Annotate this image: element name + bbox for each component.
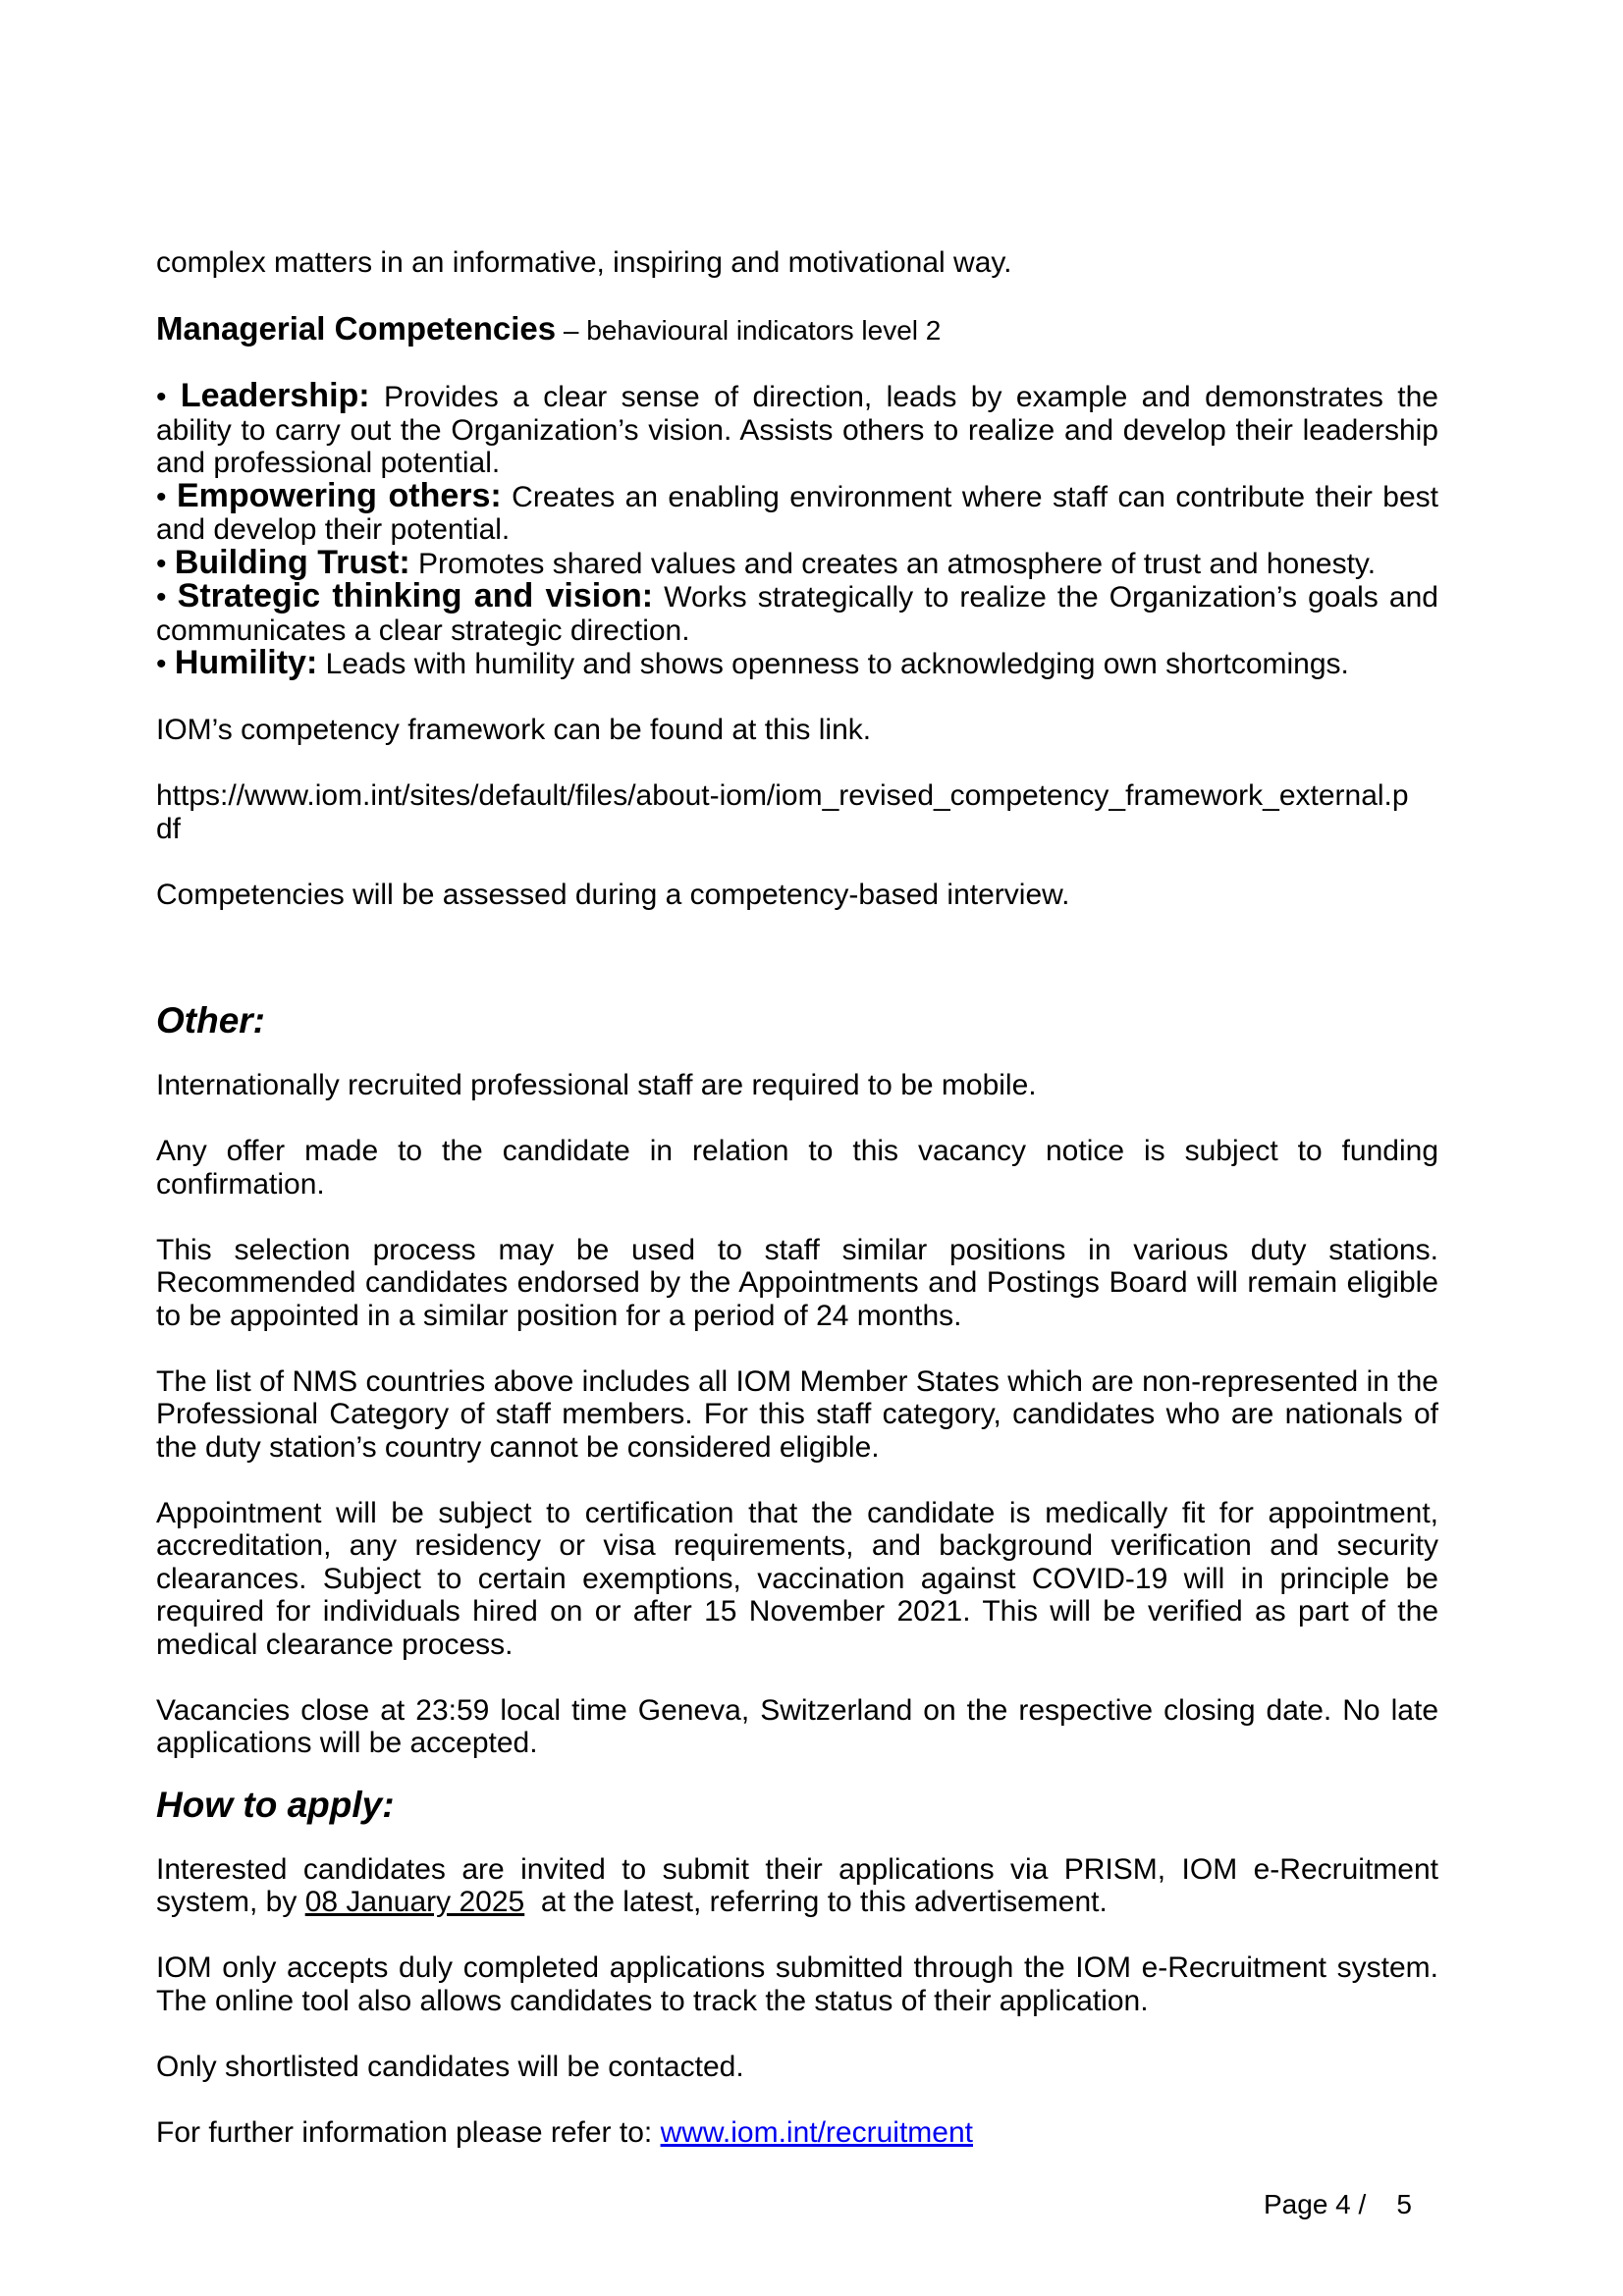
competency-term: Strategic thinking and vision: <box>177 577 654 614</box>
other-paragraph-funding: Any offer made to the candidate in relation to this vacancy notice is subject to funding confirmation. <box>156 1135 1438 1201</box>
managerial-competencies-title: Managerial Competencies <box>156 310 557 347</box>
managerial-competencies-subtitle: – behavioural indicators level 2 <box>556 315 942 346</box>
apply-paragraph-further-info <box>156 2116 1438 2150</box>
framework-url-part-2: df <box>156 812 182 845</box>
competency-item-humility: • Humility: Leads with humility and shows openness to acknowledging own shortcomings. <box>156 644 1349 681</box>
page-number: Page 4 / 5 <box>1264 2189 1412 2219</box>
apply-paragraph-system: IOM only accepts duly completed applications submitted through the IOM e-Recruitment system. The online tool also allows candidates to track the status of their application. <box>156 1951 1438 2017</box>
competency-text: Works strategically to realize the Organization’s goals and communicates a clear strategic direction. <box>156 581 1438 647</box>
competency-term: Leadership: <box>180 377 370 414</box>
competency-term: Humility: <box>174 644 318 681</box>
competency-term: Empowering others: <box>176 476 502 514</box>
competency-text: Promotes shared values and creates an atmosphere of trust and honesty. <box>409 547 1377 580</box>
framework-line: IOM’s competency framework can be found at this link. <box>156 714 872 746</box>
competency-text: Provides a clear sense of direction, leads by example and demonstrates the ability to carry out the Organization’s vision. Assists others to realize and develop their leadership and professional potential. <box>156 381 1438 479</box>
closing-date: 08 January 2025 <box>304 1886 525 1918</box>
other-paragraph-mobility: Internationally recruited professional staff are required to be mobile. <box>156 1069 1037 1101</box>
how-to-apply-heading: How to apply: <box>156 1784 395 1825</box>
apply-text-after-date: at the latest, referring to this advertisement. <box>524 1886 1108 1918</box>
apply-paragraph-shortlisted: Only shortlisted candidates will be contacted. <box>156 2050 744 2083</box>
other-heading: Other: <box>156 1000 265 1041</box>
apply-paragraph-prism <box>156 1853 1438 1919</box>
framework-url <box>156 779 1438 845</box>
assessment-line: Competencies will be assessed during a competency-based interview. <box>156 878 1070 911</box>
intro-line: complex matters in an informative, inspiring and motivational way. <box>156 246 1012 279</box>
competency-item-empowering-others: • Empowering others: Creates an enabling environment where staff can contribute their best and develop their potential. <box>156 476 1438 546</box>
other-paragraph-closing: Vacancies close at 23:59 local time Geneva, Switzerland on the respective closing date. No late applications will be accepted. <box>156 1693 1438 1759</box>
other-paragraph-appointment: Appointment will be subject to certification that the candidate is medically fit for appointment, accreditation, any residency or visa requirements, and background verification and security clearances. Subject to certain exemptions, vaccination against COVID-19 will in principle be required for individuals hired on or after 15 November 2021. This will be verified as part of the medical clearance process. <box>156 1496 1438 1661</box>
apply-text-before-date: Interested candidates are invited to submit their applications via PRISM, IOM e-Recruitment system, by <box>156 1852 1438 1918</box>
framework-url-part-1: https://www.iom.int/sites/default/files/about-iom/iom_revised_competency_framework_external.p <box>156 779 1409 812</box>
managerial-competencies-list <box>156 377 1438 681</box>
competency-term: Building Trust: <box>174 543 410 581</box>
other-paragraph-nms: The list of NMS countries above includes all IOM Member States which are non-represented in the Professional Category of staff members. For this staff category, candidates who are nationals of the duty station’s country cannot be considered eligible. <box>156 1364 1438 1464</box>
competency-text: Creates an enabling environment where staff can contribute their best and develop their potential. <box>156 480 1438 546</box>
competency-text: Leads with humility and shows openness to acknowledging own shortcomings. <box>317 648 1349 680</box>
competency-item-strategic-thinking: • Strategic thinking and vision: Works strategically to realize the Organization’s goals and communicates a clear strategic direction. <box>156 577 1438 647</box>
recruitment-link[interactable]: www.iom.int/recruitment <box>660 2115 973 2149</box>
other-paragraph-selection: This selection process may be used to staff similar positions in various duty stations. Recommended candidates endorsed by the Appointments and Postings Board will remain eligible to be appointed in a similar position for a period of 24 months. <box>156 1233 1438 1332</box>
further-info-text: For further information please refer to: <box>156 2115 661 2149</box>
competency-item-leadership: • Leadership: Provides a clear sense of direction, leads by example and demonstrates the ability to carry out the Organization’s vision. Assists others to realize and develop their leadership and professional potential. <box>156 377 1438 479</box>
document-page <box>156 246 1438 2149</box>
competency-item-building-trust: • Building Trust: Promotes shared values and creates an atmosphere of trust and honesty. <box>156 543 1377 581</box>
managerial-competencies-header <box>156 312 1438 347</box>
